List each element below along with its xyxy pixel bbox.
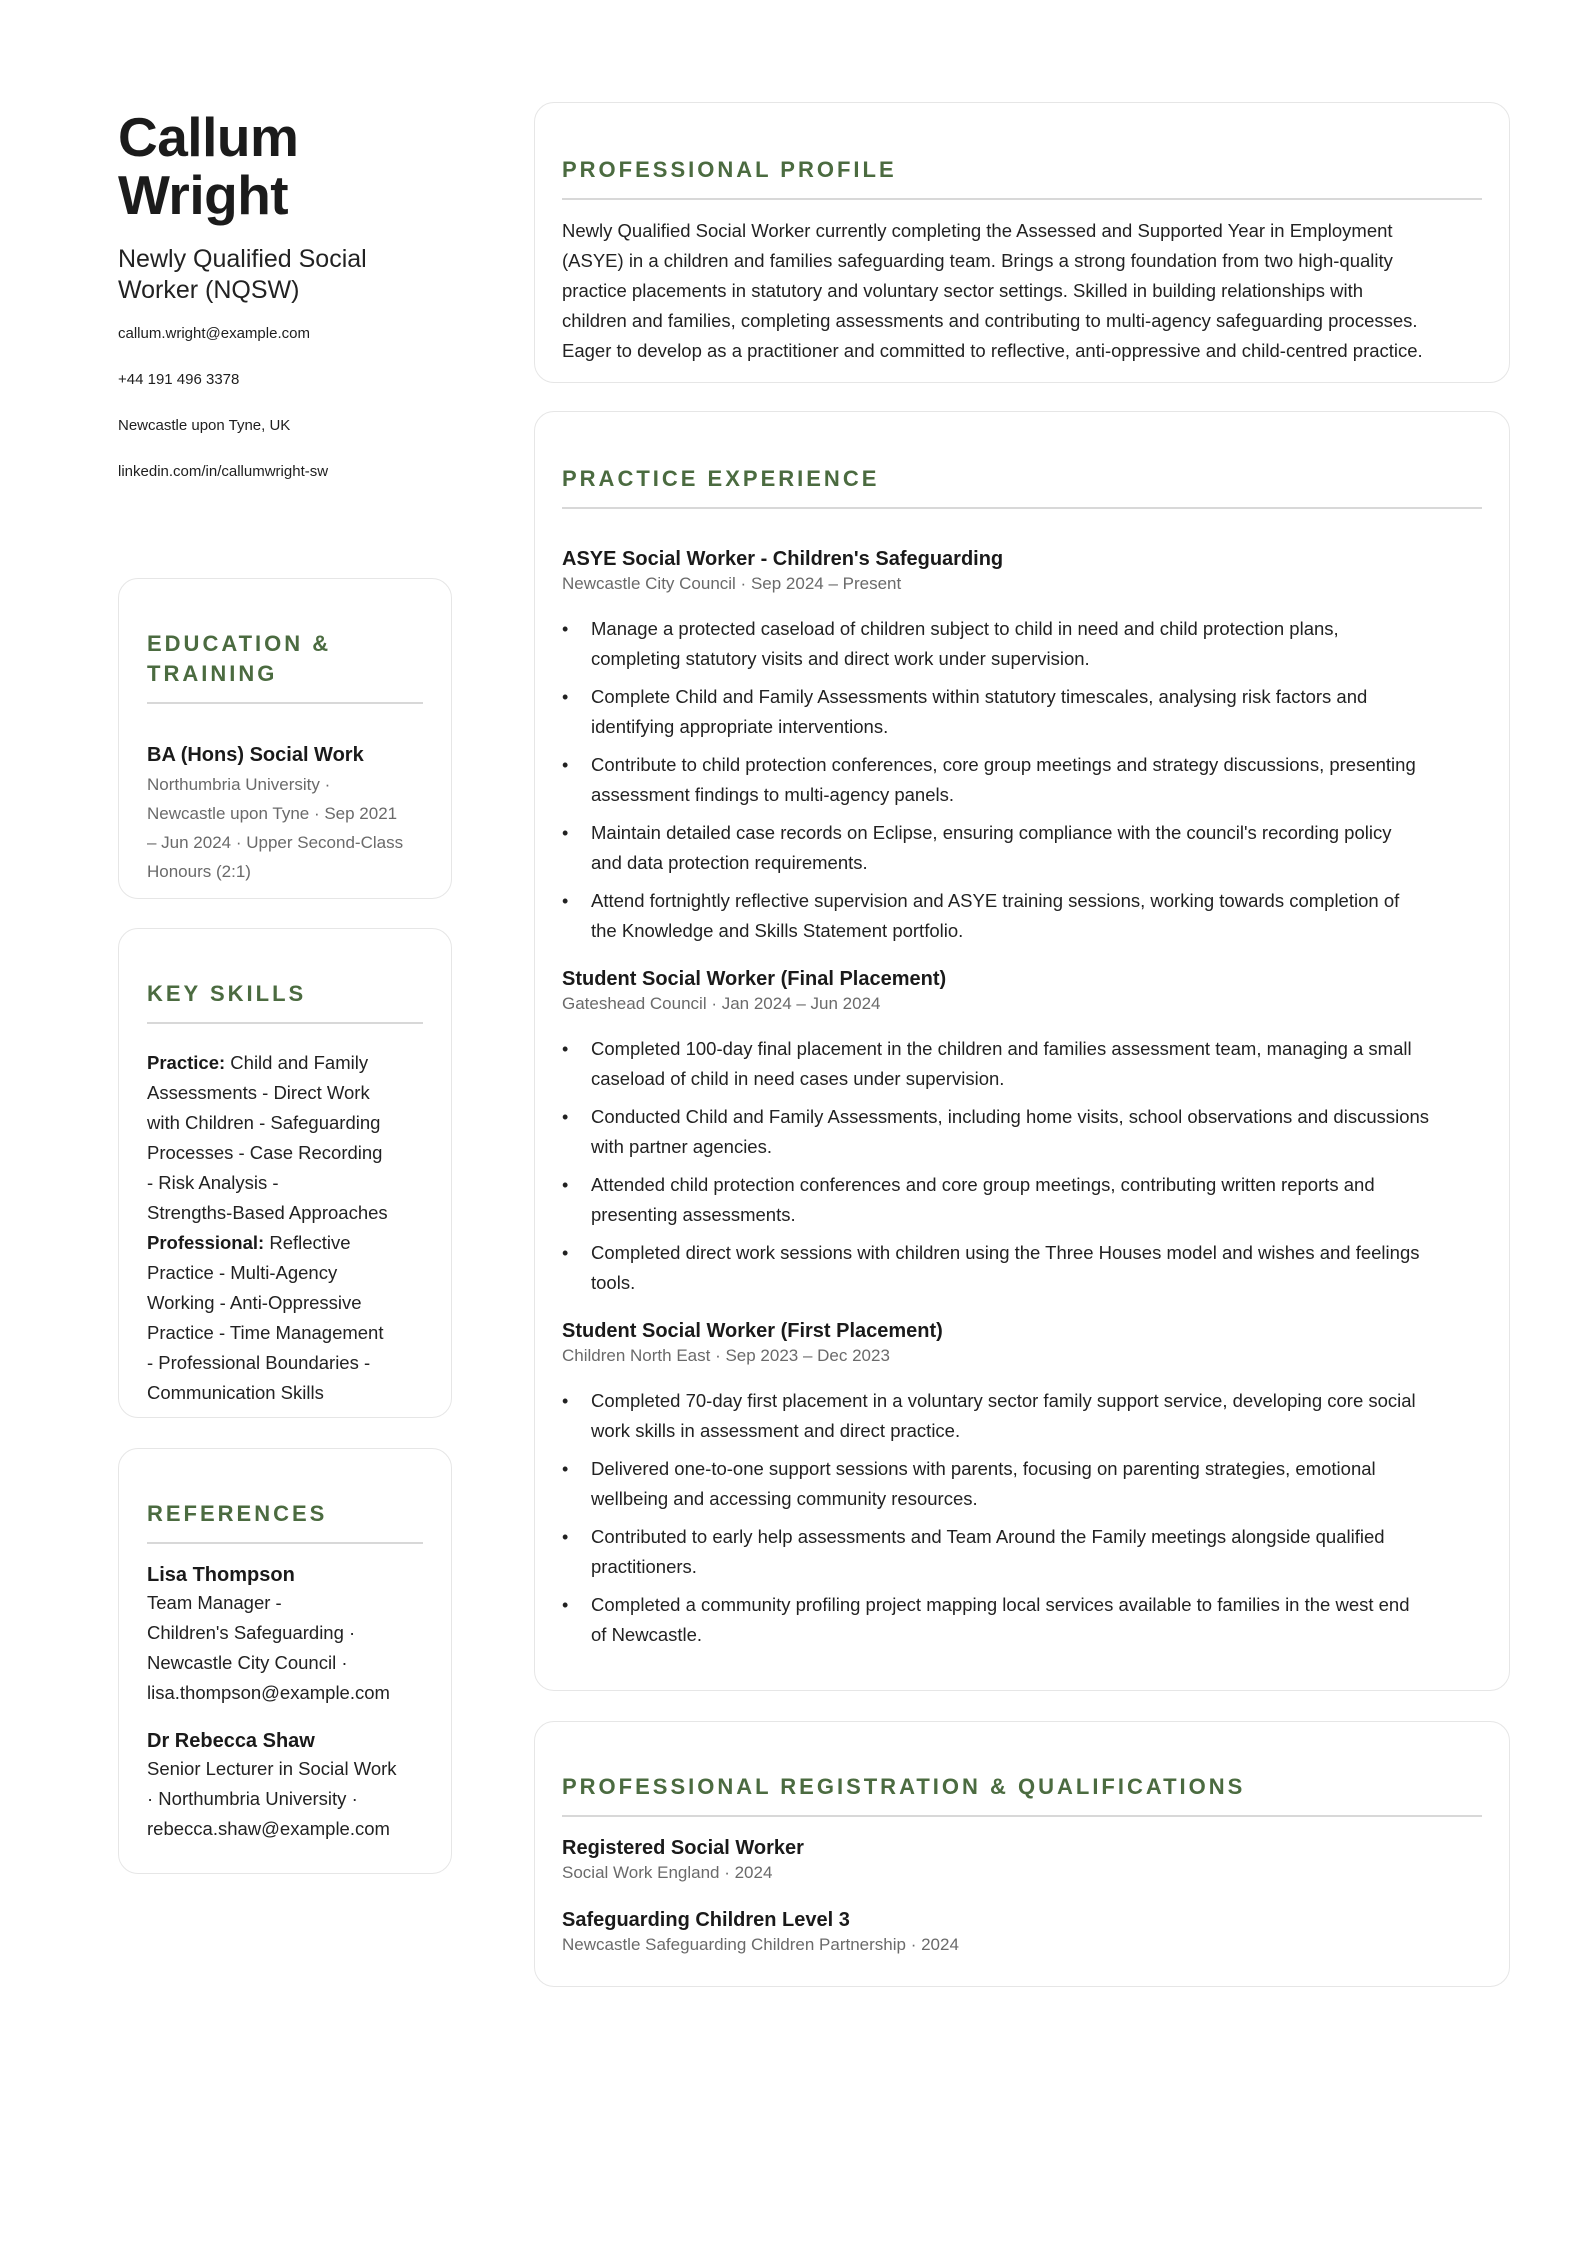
profile-line: Newly Qualified Social Worker currently completing the Assessed and Supported Year in Employment bbox=[562, 219, 1393, 241]
bullet-line: Contributed to early help assessments and Team Around the Family meetings alongside qualified bbox=[591, 1525, 1385, 1547]
bullet-line: Conducted Child and Family Assessments, including home visits, school observations and discussions bbox=[591, 1105, 1430, 1127]
job-bullet bbox=[562, 750, 1482, 810]
qualification-item bbox=[562, 1907, 1482, 1957]
skills-line: Processes - Case Recording bbox=[147, 1141, 383, 1163]
profile-line: practice placements in statutory and voluntary sector settings. Skilled in building relationships with bbox=[562, 279, 1364, 301]
experience-card bbox=[534, 411, 1510, 1691]
education-title-line-2: TRAINING bbox=[147, 661, 278, 686]
education-title-line-1: EDUCATION & bbox=[147, 631, 332, 656]
bullet-line: Completed a community profiling project mapping local services available to families in the west end bbox=[591, 1593, 1410, 1615]
header-block bbox=[118, 108, 454, 482]
profile-divider bbox=[562, 198, 1482, 200]
skills-line: with Children - Safeguarding bbox=[147, 1111, 381, 1133]
bullet-line: wellbeing and accessing community resources. bbox=[591, 1487, 978, 1509]
profile-line: Eager to develop as a practitioner and committed to reflective, anti-oppressive and child-centred practice. bbox=[562, 339, 1423, 361]
bullet-line: and data protection requirements. bbox=[591, 851, 868, 873]
job-bullet bbox=[562, 614, 1482, 674]
skills-practice-label: Practice: bbox=[147, 1051, 226, 1073]
bullet-line: assessment findings to multi-agency panels. bbox=[591, 783, 954, 805]
skills-professional bbox=[147, 1228, 423, 1408]
bullet-line: Completed direct work sessions with children using the Three Houses model and wishes and feelings bbox=[591, 1241, 1420, 1263]
reference-item bbox=[147, 1562, 423, 1708]
bullet-line: Completed 70-day first placement in a voluntary sector family support service, developing core social bbox=[591, 1389, 1416, 1411]
degree-meta-line: Honours (2:1) bbox=[147, 861, 251, 881]
qualification-title: Safeguarding Children Level 3 bbox=[562, 1908, 850, 1931]
skills-divider bbox=[147, 1022, 423, 1024]
job-bullet bbox=[562, 886, 1482, 946]
contact-email[interactable]: callum.wright@example.com bbox=[118, 325, 310, 342]
experience-divider bbox=[562, 507, 1482, 509]
skills-practice bbox=[147, 1048, 423, 1228]
reference-name: Lisa Thompson bbox=[147, 1563, 295, 1586]
qualification-meta: Newcastle Safeguarding Children Partnership · 2024 bbox=[562, 1934, 959, 1954]
bullet-line: Complete Child and Family Assessments within statutory timescales, analysing risk factors and bbox=[591, 685, 1368, 707]
reference-line: Senior Lecturer in Social Work bbox=[147, 1757, 397, 1779]
experience-title: PRACTICE EXPERIENCE bbox=[562, 466, 880, 491]
references-divider bbox=[147, 1542, 423, 1544]
skills-line: Practice - Time Management bbox=[147, 1321, 384, 1343]
qualification-title: Registered Social Worker bbox=[562, 1836, 804, 1859]
role-line-1: Newly Qualified Social bbox=[118, 245, 367, 273]
job-role bbox=[118, 244, 454, 306]
candidate-name bbox=[118, 108, 454, 224]
job-title: ASYE Social Worker - Children's Safeguarding bbox=[562, 547, 1004, 570]
registration-title: PROFESSIONAL REGISTRATION & QUALIFICATIONS bbox=[562, 1774, 1246, 1799]
bullet-line: caseload of child in need cases under supervision. bbox=[591, 1067, 1005, 1089]
job-bullets bbox=[562, 1386, 1482, 1650]
job-meta: Newcastle City Council · Sep 2024 – Present bbox=[562, 573, 902, 593]
job-bullets bbox=[562, 1034, 1482, 1298]
bullet-line: identifying appropriate interventions. bbox=[591, 715, 889, 737]
job-entry bbox=[562, 1318, 1482, 1650]
reference-name: Dr Rebecca Shaw bbox=[147, 1729, 315, 1752]
degree-meta-line: Northumbria University · bbox=[147, 774, 331, 794]
job-bullet bbox=[562, 1454, 1482, 1514]
skills-professional-label: Professional: bbox=[147, 1231, 265, 1253]
job-title: Student Social Worker (First Placement) bbox=[562, 1319, 943, 1342]
degree-title: BA (Hons) Social Work bbox=[147, 743, 364, 766]
bullet-line: Attended child protection conferences and core group meetings, contributing written reports and bbox=[591, 1173, 1375, 1195]
job-bullet bbox=[562, 1590, 1482, 1650]
skills-title: KEY SKILLS bbox=[147, 981, 307, 1006]
job-bullet bbox=[562, 1034, 1482, 1094]
job-entry bbox=[562, 546, 1482, 946]
reference-line: Newcastle City Council · bbox=[147, 1651, 348, 1673]
job-bullet bbox=[562, 1386, 1482, 1446]
job-meta: Children North East · Sep 2023 – Dec 2023 bbox=[562, 1345, 890, 1365]
qualification-item bbox=[562, 1835, 1482, 1885]
profile-card bbox=[534, 102, 1510, 383]
job-entry bbox=[562, 966, 1482, 1298]
bullet-line: Delivered one-to-one support sessions with parents, focusing on parenting strategies, emotional bbox=[591, 1457, 1376, 1479]
name-last: Wright bbox=[118, 164, 289, 226]
degree-meta-line: Newcastle upon Tyne · Sep 2021 bbox=[147, 803, 398, 823]
bullet-line: of Newcastle. bbox=[591, 1623, 703, 1645]
reference-line: · Northumbria University · bbox=[147, 1787, 358, 1809]
job-meta: Gateshead Council · Jan 2024 – Jun 2024 bbox=[562, 993, 881, 1013]
skills-line: Child and Family bbox=[225, 1051, 369, 1073]
bullet-line: Attend fortnightly reflective supervision and ASYE training sessions, working towards completion of bbox=[591, 889, 1400, 911]
profile-line: children and families, completing assessments and contributing to multi-agency safeguarding processes. bbox=[562, 309, 1418, 331]
bullet-line: completing statutory visits and direct work under supervision. bbox=[591, 647, 1090, 669]
education-title bbox=[147, 629, 423, 689]
reference-item bbox=[147, 1728, 423, 1844]
role-line-2: Worker (NQSW) bbox=[118, 276, 300, 304]
reference-email[interactable]: lisa.thompson@example.com bbox=[147, 1681, 390, 1703]
job-bullet bbox=[562, 1238, 1482, 1298]
contact-linkedin[interactable]: linkedin.com/in/callumwright-sw bbox=[118, 463, 329, 480]
registration-divider bbox=[562, 1815, 1482, 1817]
contact-phone[interactable]: +44 191 496 3378 bbox=[118, 371, 240, 388]
job-bullets bbox=[562, 614, 1482, 946]
skills-line: Reflective bbox=[264, 1231, 351, 1253]
skills-card bbox=[118, 928, 452, 1418]
education-card bbox=[118, 578, 452, 899]
skills-line: Strengths-Based Approaches bbox=[147, 1201, 388, 1223]
bullet-line: Manage a protected caseload of children subject to child in need and child protection plans, bbox=[591, 617, 1339, 639]
qualification-meta: Social Work England · 2024 bbox=[562, 1862, 773, 1882]
profile-line: (ASYE) in a children and families safeguarding team. Brings a strong foundation from two high-quality bbox=[562, 249, 1393, 271]
name-first: Callum bbox=[118, 106, 299, 168]
references-title: REFERENCES bbox=[147, 1501, 328, 1526]
contact-location: Newcastle upon Tyne, UK bbox=[118, 417, 291, 434]
bullet-line: with partner agencies. bbox=[591, 1135, 772, 1157]
references-card bbox=[118, 1448, 452, 1874]
degree-meta bbox=[147, 770, 423, 886]
reference-line: Children's Safeguarding · bbox=[147, 1621, 356, 1643]
skills-line: - Professional Boundaries - bbox=[147, 1351, 371, 1373]
skills-line: - Risk Analysis - bbox=[147, 1171, 279, 1193]
bullet-line: the Knowledge and Skills Statement portfolio. bbox=[591, 919, 964, 941]
bullet-line: Contribute to child protection conferences, core group meetings and strategy discussions, presenting bbox=[591, 753, 1416, 775]
job-bullet bbox=[562, 818, 1482, 878]
profile-summary bbox=[562, 216, 1482, 366]
job-bullet bbox=[562, 1102, 1482, 1162]
education-divider bbox=[147, 702, 423, 704]
bullet-line: Completed 100-day final placement in the children and families assessment team, managing a small bbox=[591, 1037, 1412, 1059]
skills-line: Working - Anti-Oppressive bbox=[147, 1291, 362, 1313]
profile-title: PROFESSIONAL PROFILE bbox=[562, 157, 897, 182]
skills-line: Practice - Multi-Agency bbox=[147, 1261, 338, 1283]
reference-line: Team Manager - bbox=[147, 1591, 282, 1613]
bullet-line: work skills in assessment and direct practice. bbox=[591, 1419, 961, 1441]
skills-line: Assessments - Direct Work bbox=[147, 1081, 370, 1103]
contact-list bbox=[118, 324, 454, 482]
degree-meta-line: – Jun 2024 · Upper Second-Class bbox=[147, 832, 404, 852]
bullet-line: presenting assessments. bbox=[591, 1203, 796, 1225]
job-title: Student Social Worker (Final Placement) bbox=[562, 967, 947, 990]
bullet-line: Maintain detailed case records on Eclipse, ensuring compliance with the council's recording policy bbox=[591, 821, 1392, 843]
job-bullet bbox=[562, 1522, 1482, 1582]
job-bullet bbox=[562, 1170, 1482, 1230]
bullet-line: practitioners. bbox=[591, 1555, 697, 1577]
bullet-line: tools. bbox=[591, 1271, 636, 1293]
skills-line: Communication Skills bbox=[147, 1381, 324, 1403]
job-bullet bbox=[562, 682, 1482, 742]
registration-card bbox=[534, 1721, 1510, 1987]
reference-email[interactable]: rebecca.shaw@example.com bbox=[147, 1817, 390, 1839]
